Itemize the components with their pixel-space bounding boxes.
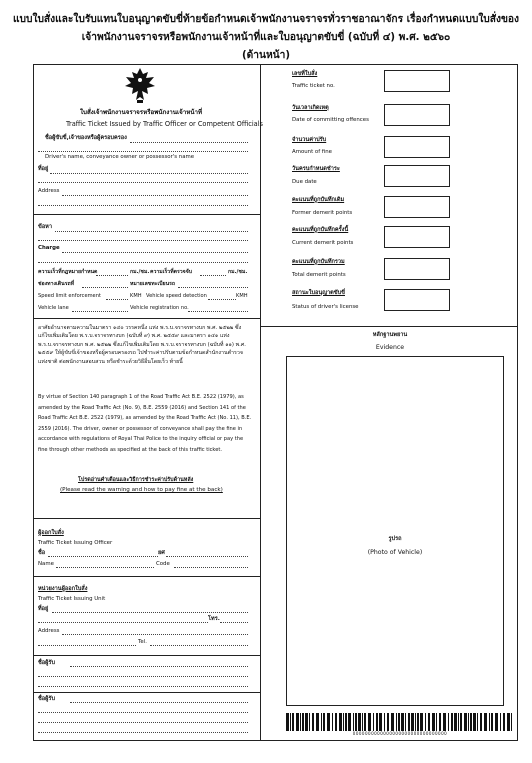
- detected-speed-th: ความเร็วที่ตรวจจับ: [150, 269, 193, 275]
- issuer-code-en: Code: [156, 561, 170, 567]
- field-total-th: คะแนนที่ถูกบันทึกรวม: [292, 259, 345, 265]
- field-total-en: Total demerit points: [292, 272, 346, 278]
- barcode-bar: [321, 713, 322, 731]
- unit-address-en-line[interactable]: [62, 634, 248, 635]
- barcode-bar: [405, 713, 406, 731]
- section-divider-2: [33, 318, 260, 319]
- barcode-bar: [312, 713, 314, 731]
- barcode-bar: [353, 713, 354, 731]
- barcode-bar: [432, 713, 435, 731]
- issuer-name-en: Name: [38, 561, 54, 567]
- sender-line2[interactable]: [38, 676, 248, 677]
- barcode-bar: [300, 713, 301, 731]
- recipient-line4[interactable]: [38, 732, 248, 733]
- barcode-bar: [355, 713, 357, 731]
- barcode-bar: [500, 713, 501, 731]
- barcode-bar: [348, 713, 351, 731]
- barcode-bar: [415, 713, 416, 731]
- ticket-no-box[interactable]: [384, 70, 450, 92]
- barcode-bar: [436, 713, 437, 731]
- current-box[interactable]: [384, 226, 450, 248]
- barcode-bar: [296, 713, 299, 731]
- barcode-bar: [302, 713, 304, 731]
- barcode-bar: [460, 713, 462, 731]
- charge-line3[interactable]: [62, 252, 248, 253]
- driver-label-th: ชื่อผู้ขับขี่,เจ้าของหรือผู้ครอบครอง: [45, 135, 127, 141]
- barcode-bar: [503, 713, 505, 731]
- section-divider-6: [33, 692, 260, 693]
- column-divider: [260, 64, 261, 740]
- barcode-bar: [511, 713, 512, 731]
- barcode-text: 0000000000000000000000000000000: [352, 731, 448, 736]
- barcode-bar: [335, 713, 337, 731]
- field-current-th: คะแนนที่ถูกบันทึกครั้งนี้: [292, 227, 349, 233]
- barcode-bar: [454, 713, 457, 731]
- recipient-label-th: ชื่อผู้รับ: [38, 696, 55, 702]
- issuer-label-en: Traffic Ticket Issuing Officer: [38, 540, 113, 546]
- barcode-bar: [343, 713, 344, 731]
- speed-limit-line[interactable]: [96, 275, 128, 276]
- barcode-bar: [417, 713, 419, 731]
- barcode-bar: [309, 713, 310, 731]
- barcode-bar: [290, 713, 291, 731]
- barcode-bar: [464, 713, 467, 731]
- evidence-label-th: หลักฐานพยาน: [372, 332, 408, 338]
- section-divider-1: [33, 214, 260, 215]
- barcode-bar: [495, 713, 498, 731]
- unit-address-en: Address: [38, 628, 60, 634]
- plate-en-line[interactable]: [188, 311, 248, 312]
- form-title-line2: เจ้าพนักงานจราจรหรือพนักงานเจ้าหน้าที่และใบอนุญาตขับขี่ (ฉบับที่ ๔) พ.ศ. ๒๕๖๐: [81, 32, 451, 43]
- barcode-bar: [443, 713, 446, 731]
- field-status-th: สถานะใบอนุญาตขับขี่: [292, 290, 345, 296]
- address-line4[interactable]: [38, 205, 248, 206]
- barcode-bar: [401, 713, 404, 731]
- barcode-bar: [332, 713, 333, 731]
- barcode-bar: [327, 713, 330, 731]
- barcode-bar: [473, 713, 476, 731]
- barcode-bar: [396, 713, 397, 731]
- evidence-label-en: Evidence: [375, 344, 405, 351]
- fine-box[interactable]: [384, 136, 450, 158]
- barcode-bar: [339, 713, 342, 731]
- field-due-th: วันครบกำหนดชำระ: [292, 166, 340, 172]
- barcode-bar: [451, 713, 453, 731]
- unit-address-line2[interactable]: [38, 622, 208, 623]
- photo-label-th: รูปรถ: [388, 536, 402, 542]
- field-date-th: วันเวลาเกิดเหตุ: [292, 105, 329, 111]
- barcode-bar: [391, 713, 394, 731]
- barcode-bar: [428, 713, 430, 731]
- field-current-en: Current demerit points: [292, 240, 354, 246]
- issuer-name-line[interactable]: [48, 556, 158, 557]
- field-ticket-no-th: เลขที่ใบสั่ง: [292, 71, 318, 77]
- driver-name-line[interactable]: [130, 142, 248, 143]
- field-date-en: Date of committing offences: [292, 117, 369, 123]
- form-title-line3: (ด้านหน้า): [241, 50, 290, 61]
- driver-label-en: Driver's name, conveyance owner or possessor's name: [45, 154, 195, 160]
- charge-label-th: ข้อหา: [38, 224, 53, 230]
- lane-line[interactable]: [82, 287, 128, 288]
- vehicle-speed-en: Vehicle speed detection: [146, 293, 207, 299]
- field-due-en: Due date: [292, 179, 317, 185]
- barcode-bar: [398, 713, 400, 731]
- vehicle-photo-box[interactable]: [286, 356, 504, 706]
- barcode-bar: [379, 713, 382, 731]
- warning-en: (Please read the warning and how to pay fine at the back): [60, 487, 223, 493]
- driver-name-line2[interactable]: [38, 151, 248, 152]
- section-divider-3: [33, 518, 260, 519]
- ticket-title-en: Traffic Ticket Issued by Traffic Officer or Competent Officials: [66, 120, 263, 128]
- unit-address-th: ที่อยู่: [38, 606, 49, 612]
- charge-line4[interactable]: [38, 262, 248, 263]
- unit-tel-line[interactable]: [220, 622, 248, 623]
- ticket-title-th: ใบสั่งเจ้าพนักงานจราจรหรือพนักงานเจ้าหน้าที่: [80, 109, 203, 116]
- barcode-bar: [408, 713, 410, 731]
- barcode-bar: [286, 713, 289, 731]
- plate-en: Vehicle registration no.: [130, 305, 189, 311]
- detected-speed-unit-th: กม./ชม.: [228, 269, 248, 275]
- vehicle-speed-unit-en: KMH: [236, 293, 248, 299]
- recipient-line2[interactable]: [38, 712, 248, 713]
- unit-label-en: Traffic Ticket Issuing Unit: [38, 596, 106, 602]
- plate-th: หมายเลขทะเบียนรถ: [130, 281, 176, 287]
- section-divider-5: [33, 655, 260, 656]
- field-former-th: คะแนนที่ถูกบันทึกเดิม: [292, 197, 345, 203]
- address-line2[interactable]: [38, 182, 248, 183]
- legal-text-th: อาศัยอำนาจตามความในมาตรา ๑๔๐ วรรคหนึ่ง แห่ง พ.ร.บ.จราจรทางบก พ.ศ. ๒๕๒๒ ซึ่งแก้ไขเพิ่มเติมโดย พ.ร.บ.จราจรทางบก (ฉบับที่ ๙) พ.ศ. ๒๕๕๙ และมาตรา ๑๔๑ แห่ง พ.ร.บ.จราจรทางบก พ.ศ. ๒๕๒๒ ซึ่งแก้ไขเพิ่มเติมโดย พ.ร.บ.จราจรทางบก (ฉบับที่ ๑๑) พ.ศ. ๒๕๕๙ ให้ผู้ขับขี่เจ้าของหรือผู้ครอบครองรถ ไปชำระค่าปรับตามข้อกำหนดสำนักงานตำรวจแห่งชาติ ต่อพนักงานสอบสวน หรือชำระด้วยวิธีอื่นโดยเร็ว ท้ายนี้: [38, 325, 246, 365]
- barcode-bar: [411, 713, 414, 731]
- address-label-th: ที่อยู่: [38, 166, 49, 172]
- form-title-line1: แบบใบสั่งและใบรับแทนใบอนุญาตขับขี่ท้ายข้อกำหนดเจ้าพนักงานจราจรทั่วราชอาณาจักร เรื่องกำหนดแบบใบสั่งของ: [12, 14, 520, 25]
- barcode-bar: [373, 713, 374, 731]
- sender-line1[interactable]: [70, 666, 248, 667]
- lane-en: Vehicle lane: [38, 305, 69, 311]
- barcode-bar: [323, 713, 325, 731]
- date-box[interactable]: [384, 104, 450, 126]
- plate-line[interactable]: [178, 287, 248, 288]
- issuer-code-line[interactable]: [174, 567, 248, 568]
- speed-limit-th: ความเร็วที่กฎหมายกำหนด: [38, 269, 98, 275]
- unit-tel-en-line[interactable]: [150, 645, 248, 646]
- evidence-divider: [260, 326, 518, 327]
- speed-limit-unit-th: กม./ชม.: [130, 269, 150, 275]
- lane-en-line[interactable]: [72, 311, 128, 312]
- barcode-bar: [420, 713, 423, 731]
- charge-line1[interactable]: [55, 231, 248, 232]
- total-box[interactable]: [384, 258, 450, 280]
- barcode-bar: [477, 713, 478, 731]
- photo-label-en: (Photo of Vehicle): [367, 549, 423, 556]
- field-status-en: Status of driver's license: [292, 304, 359, 310]
- field-fine-en: Amount of fine: [292, 149, 332, 155]
- barcode-bar: [439, 713, 441, 731]
- warning-th: โปรดอ่านคำเตือนและวิธีการชำระค่าปรับด้านหลัง: [78, 477, 194, 483]
- barcode-bar: [384, 713, 385, 731]
- barcode-bar: [491, 713, 493, 731]
- lane-th: ช่องทางเดินรถที่: [38, 281, 75, 287]
- barcode: [286, 713, 514, 733]
- legal-text-en: By virtue of Section 140 paragraph 1 of the Road Traffic Act B.E. 2522 (1979), as amended by the Road Traffic Act (No. 9), B.E. 2559 (2016) and Section 141 of the Road Traffic Act B.E. 2522 (1979), as amended by the Road Traffic Act (No. 11), B.E. 2559 (2016). The driver, owner or possessor of conveyance shall pay the fine in accordance with regulations of Royal Thai Police to the inquiry official or pay the fine through other methods as specified at the back of this traffic ticket.: [38, 394, 252, 453]
- field-fine-th: จำนวนค่าปรับ: [292, 137, 327, 143]
- unit-label-th: หน่วยงานผู้ออกใบสั่ง: [38, 586, 88, 592]
- section-divider-4: [33, 576, 260, 577]
- barcode-bar: [345, 713, 347, 731]
- address-label-en: Address: [38, 188, 60, 194]
- barcode-bar: [480, 713, 482, 731]
- vehicle-speed-en-line[interactable]: [208, 299, 236, 300]
- detected-speed-line[interactable]: [200, 275, 226, 276]
- barcode-bar: [458, 713, 459, 731]
- issuer-rank-line[interactable]: [166, 556, 248, 557]
- due-box[interactable]: [384, 165, 450, 187]
- barcode-bar: [468, 713, 469, 731]
- barcode-bar: [484, 713, 487, 731]
- unit-tel-en: Tel.: [138, 639, 147, 645]
- barcode-bar: [292, 713, 294, 731]
- address-line1[interactable]: [50, 173, 248, 174]
- barcode-bar: [305, 713, 308, 731]
- speed-limit-unit-en: KMH: [130, 293, 142, 299]
- field-ticket-no-en: Traffic ticket no.: [292, 83, 335, 89]
- barcode-bar: [316, 713, 319, 731]
- issuer-label-th: ผู้ออกใบสั่ง: [38, 530, 64, 536]
- speed-limit-en-line[interactable]: [106, 299, 128, 300]
- recipient-line1[interactable]: [70, 702, 248, 703]
- barcode-bar: [376, 713, 378, 731]
- unit-tel-th: โทร.: [208, 616, 220, 622]
- garuda-emblem-icon: [124, 66, 156, 104]
- field-former-en: Former demerit points: [292, 210, 353, 216]
- unit-address-en-line2[interactable]: [38, 645, 136, 646]
- speed-limit-en: Speed limit enforcement: [38, 293, 101, 299]
- barcode-bar: [362, 713, 363, 731]
- unit-address-line1[interactable]: [52, 612, 248, 613]
- barcode-bar: [448, 713, 449, 731]
- sender-label-th: ชื่อผู้รับ: [38, 660, 55, 666]
- charge-line2[interactable]: [38, 240, 248, 241]
- address-line3[interactable]: [62, 195, 248, 196]
- issuer-name-th: ชื่อ: [38, 550, 46, 556]
- barcode-bar: [470, 713, 472, 731]
- barcode-bar: [507, 713, 510, 731]
- barcode-bar: [425, 713, 426, 731]
- status-box[interactable]: [384, 289, 450, 311]
- barcode-bar: [358, 713, 361, 731]
- barcode-bar: [387, 713, 389, 731]
- former-box[interactable]: [384, 196, 450, 218]
- sender-line3[interactable]: [38, 686, 248, 687]
- issuer-name-en-line[interactable]: [56, 567, 154, 568]
- barcode-bar: [368, 713, 371, 731]
- recipient-line3[interactable]: [38, 722, 248, 723]
- issuer-rank-th: ยศ: [158, 550, 165, 556]
- charge-label-en: Charge: [38, 245, 60, 251]
- barcode-bar: [364, 713, 366, 731]
- barcode-bar: [489, 713, 490, 731]
